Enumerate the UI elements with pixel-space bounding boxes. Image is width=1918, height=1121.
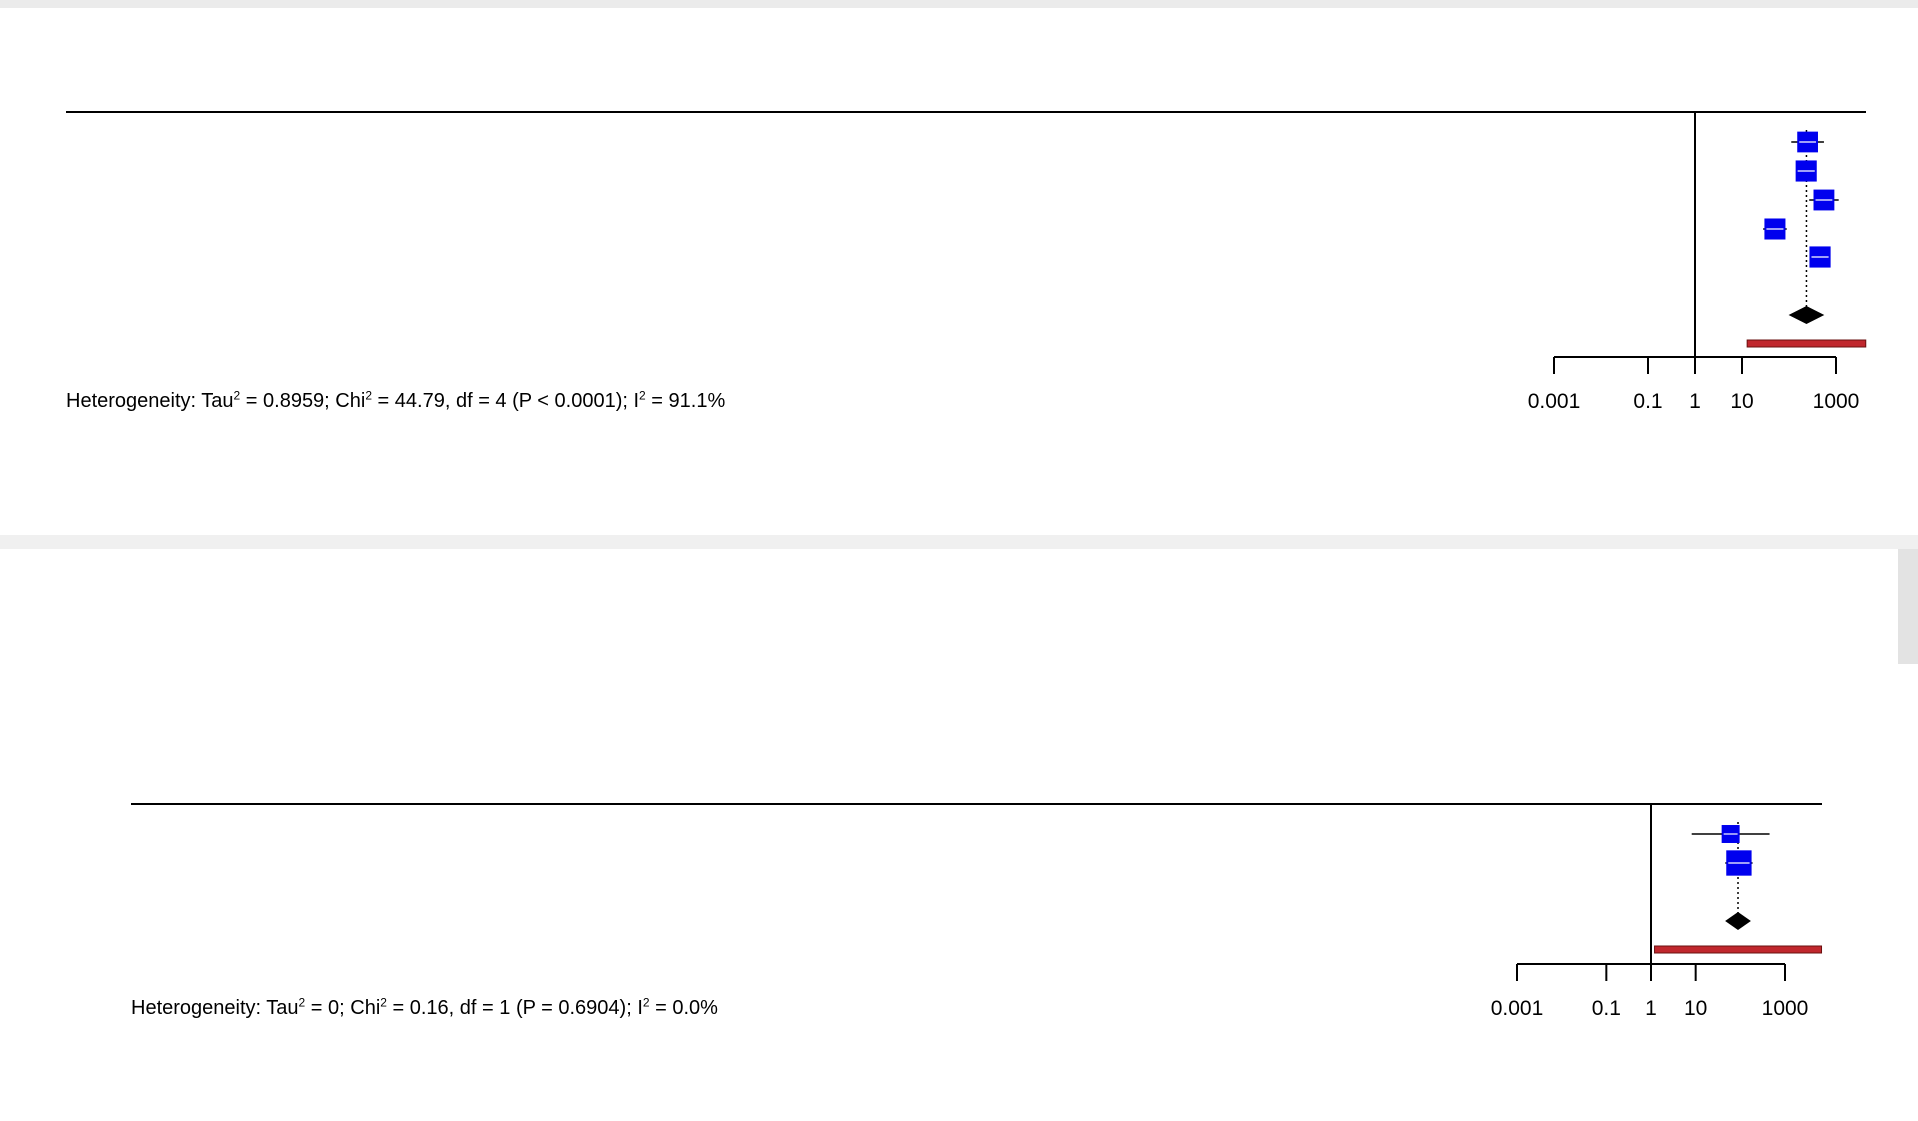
heterogeneity-part: = 0.0%	[649, 997, 718, 1019]
superscript: 2	[365, 388, 372, 403]
right-edge-strip	[1898, 549, 1918, 664]
header-rule	[66, 111, 1866, 113]
x-axis-tick-label: 0.001	[1527, 390, 1581, 413]
heterogeneity-part: = 44.79, df = 4 (P < 0.0001); I	[372, 390, 640, 412]
x-axis-tick-label: 0.1	[1633, 390, 1663, 413]
pooled-diamond	[1725, 912, 1751, 930]
x-axis-tick-label: 1000	[1761, 997, 1809, 1020]
x-axis-tick-label: 1	[1645, 997, 1657, 1020]
x-axis-tick-label: 1	[1689, 390, 1701, 413]
x-axis-tick-label: 1000	[1812, 390, 1860, 413]
study-square	[1809, 246, 1830, 267]
heterogeneity-part: = 0.8959; Chi	[240, 390, 366, 412]
heterogeneity-part: = 91.1%	[645, 390, 726, 412]
superscript: 2	[233, 388, 241, 403]
study-square	[1726, 850, 1751, 875]
heterogeneity-text	[66, 389, 725, 413]
study-square	[1764, 218, 1785, 239]
superscript: 2	[298, 995, 306, 1010]
heterogeneity-text	[131, 996, 718, 1020]
heterogeneity-part: = 0; Chi	[305, 997, 381, 1019]
study-square	[1722, 825, 1740, 843]
prediction-interval-bar	[1655, 946, 1822, 953]
study-square	[1796, 160, 1817, 181]
heterogeneity-part: Heterogeneity: Tau	[66, 390, 234, 412]
prediction-interval-bar	[1747, 340, 1866, 347]
study-square	[1797, 132, 1818, 153]
panel-separator	[0, 535, 1918, 549]
heterogeneity-part: = 0.16, df = 1 (P = 0.6904); I	[386, 997, 643, 1019]
x-axis-tick-label: 10	[1730, 390, 1754, 413]
superscript: 2	[642, 995, 650, 1010]
heterogeneity-part: Heterogeneity: Tau	[131, 997, 299, 1019]
header-rule	[131, 803, 1822, 805]
superscript: 2	[380, 995, 387, 1010]
x-axis-tick-label: 0.1	[1591, 997, 1621, 1020]
superscript: 2	[639, 388, 646, 403]
top-strip	[0, 0, 1918, 8]
x-axis-tick-label: 10	[1683, 997, 1708, 1020]
pooled-diamond	[1789, 306, 1825, 324]
x-axis-tick-label: 0.001	[1490, 997, 1544, 1020]
study-square	[1814, 190, 1835, 211]
